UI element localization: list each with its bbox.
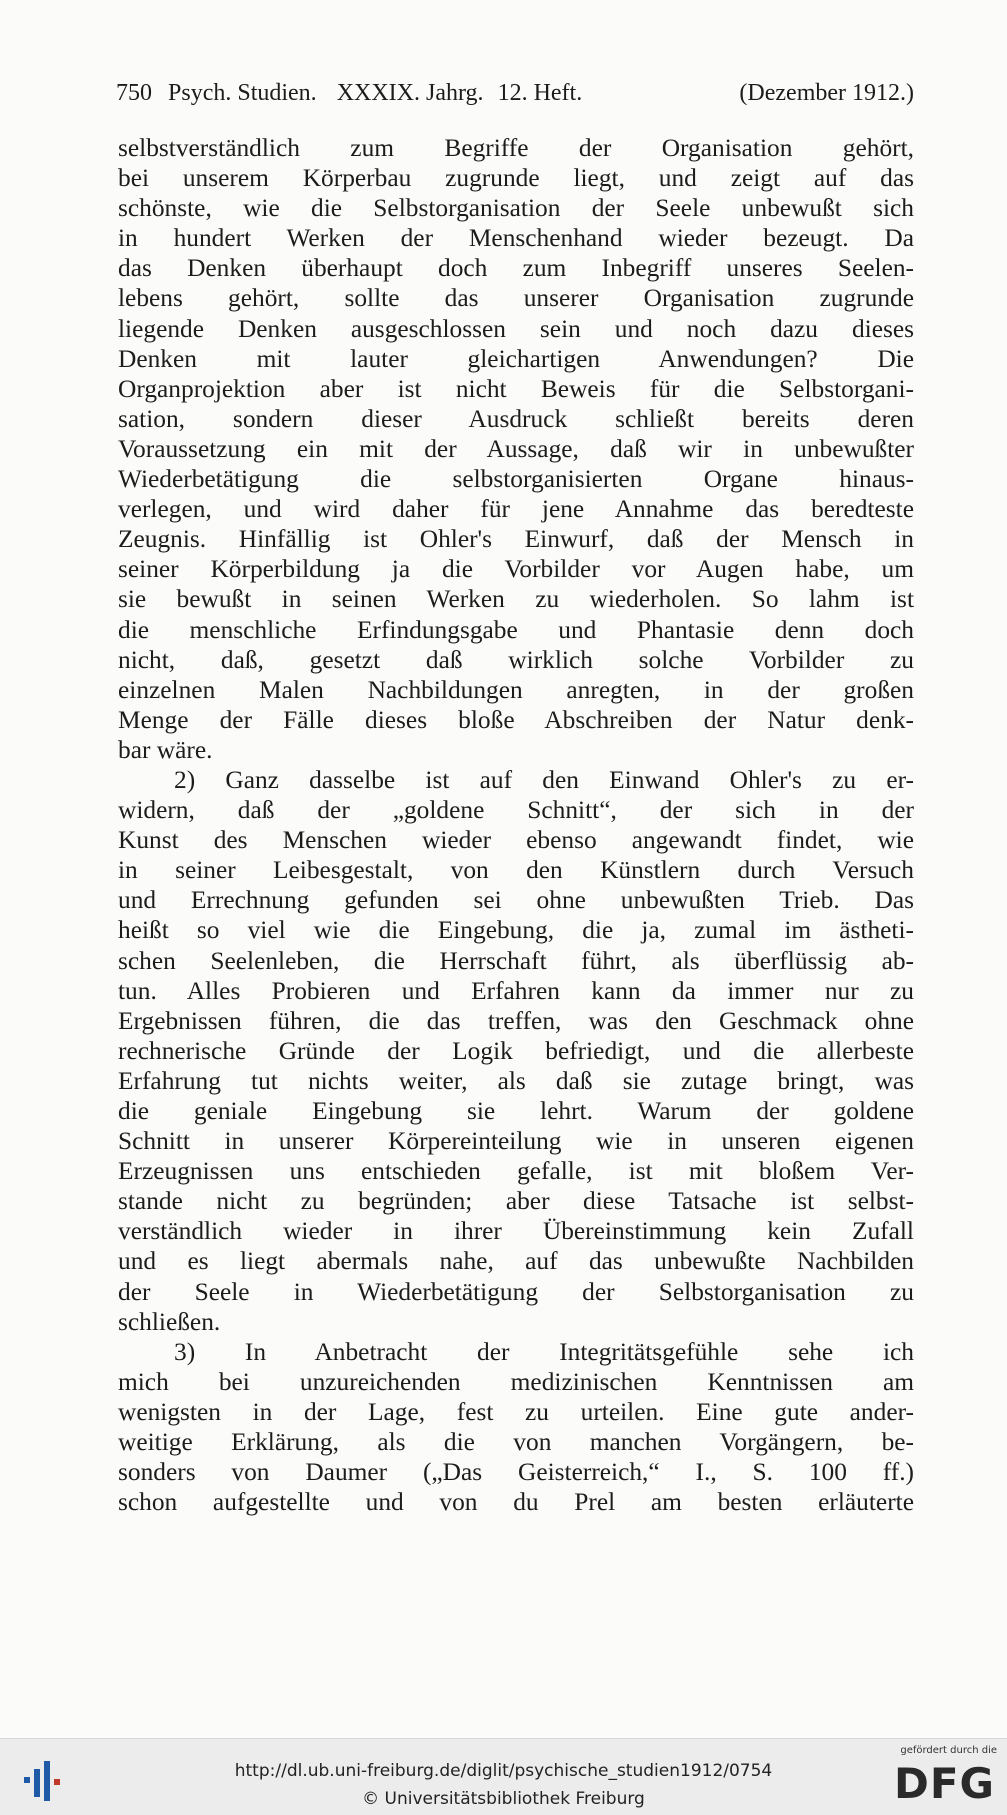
text-line: sation, sondern dieser Ausdruck schließt bereits deren bbox=[118, 404, 914, 433]
text-line: schen Seelenleben, die Herrschaft führt, als überflüssig ab- bbox=[118, 946, 914, 975]
text-line: Zeugnis. Hinfällig ist Ohler's Einwurf, daß der Mensch in bbox=[118, 525, 914, 554]
text-line: sie bewußt in seinen Werken zu wiederholen. So lahm ist bbox=[118, 585, 914, 614]
text-line: 2) Ganz dasselbe ist auf den Einwand Ohler's zu er- bbox=[174, 765, 914, 794]
text-line: schönste, wie die Selbstorganisation der Seele unbewußt sich bbox=[118, 194, 914, 223]
text-line: der Seele in Wiederbetätigung der Selbstorganisation zu bbox=[118, 1277, 914, 1306]
volume-label: XXXIX. Jahrg. bbox=[336, 80, 484, 106]
page-number: 750 bbox=[116, 80, 152, 106]
viewer-footer bbox=[0, 1738, 1007, 1815]
text-line: bei unserem Körperbau zugrunde liegt, und zeigt auf das bbox=[118, 164, 914, 193]
text-line: Wiederbetätigung die selbstorganisierten Organe hinaus- bbox=[118, 465, 914, 494]
text-line: die menschliche Erfindungsgabe und Phantasie denn doch bbox=[118, 615, 914, 644]
text-line: Schnitt in unserer Körpereinteilung wie in unseren eigenen bbox=[118, 1127, 914, 1156]
text-line: wenigsten in der Lage, fest zu urteilen. Eine gute ander- bbox=[118, 1397, 914, 1426]
text-line: Menge der Fälle dieses bloße Abschreiben der Natur denk- bbox=[118, 705, 914, 734]
issue-label: 12. Heft. bbox=[497, 80, 583, 106]
text-line: Ergebnissen führen, die das treffen, was den Geschmack ohne bbox=[118, 1006, 914, 1035]
dfg-logo bbox=[887, 1745, 997, 1811]
text-line: verlegen, und wird daher für jene Annahme das beredteste bbox=[118, 495, 914, 524]
text-line: und Errechnung gefunden sei ohne unbewußten Trieb. Das bbox=[118, 886, 914, 915]
text-line: heißt so viel wie die Eingebung, die ja, zumal im ästheti- bbox=[118, 916, 914, 945]
text-line: seiner Körperbildung ja die Vorbilder vor Augen habe, um bbox=[118, 555, 914, 584]
text-line: schon aufgestellte und von du Prel am besten erläuterte bbox=[118, 1488, 914, 1517]
text-line: die geniale Eingebung sie lehrt. Warum der goldene bbox=[118, 1097, 914, 1125]
text-line: sonders von Daumer („Das Geisterreich,“ I., S. 100 ff.) bbox=[118, 1458, 914, 1487]
text-line: Organprojektion aber ist nicht Beweis für die Selbstorgani- bbox=[118, 374, 914, 403]
text-line: widern, daß der „goldene Schnitt“, der sich in der bbox=[118, 796, 914, 825]
text-line: selbstverständlich zum Begriffe der Organisation gehört, bbox=[118, 134, 914, 162]
text-line: Voraussetzung ein mit der Aussage, daß wir in unbewußter bbox=[118, 434, 914, 463]
journal-title: Psych. Studien. bbox=[168, 80, 317, 106]
text-line: tun. Alles Probieren und Erfahren kann da immer nur zu bbox=[118, 976, 914, 1005]
issue-date: (Dezember 1912.) bbox=[739, 80, 914, 106]
text-line: stande nicht zu begründen; aber diese Tatsache ist selbst- bbox=[118, 1187, 914, 1216]
text-line: weitige Erklärung, als die von manchen Vorgängern, be- bbox=[118, 1428, 914, 1457]
text-line: Erzeugnissen uns entschieden gefalle, ist mit bloßem Ver- bbox=[118, 1157, 914, 1186]
text-line: einzelnen Malen Nachbildungen anregten, in der großen bbox=[118, 675, 914, 704]
text-line: mich bei unzureichenden medizinischen Kenntnissen am bbox=[118, 1367, 914, 1396]
text-line: rechnerische Gründe der Logik befriedigt, und die allerbeste bbox=[118, 1036, 914, 1065]
text-line: 3) In Anbetracht der Integritätsgefühle sehe ich bbox=[174, 1337, 914, 1366]
text-line: das Denken überhaupt doch zum Inbegriff unseres Seelen- bbox=[118, 254, 914, 283]
text-line: schließen. bbox=[118, 1307, 221, 1336]
text-line: Kunst des Menschen wieder ebenso angewandt findet, wie bbox=[118, 826, 914, 855]
text-line: bar wäre. bbox=[118, 735, 213, 764]
document-url-link[interactable]: http://dl.ub.uni-freiburg.de/diglit/psychische_studien1912/0754 bbox=[234, 1761, 773, 1781]
text-line: Erfahrung tut nichts weiter, als daß sie zutage bringt, was bbox=[118, 1066, 914, 1095]
running-header bbox=[116, 80, 914, 107]
dfg-funded-by-label: gefördert durch die bbox=[900, 1745, 997, 1756]
text-line: verständlich wieder in ihrer Übereinstimmung kein Zufall bbox=[118, 1217, 914, 1246]
text-line: in hundert Werken der Menschenhand wieder bezeugt. Da bbox=[118, 224, 914, 253]
text-line: lebens gehört, sollte das unserer Organisation zugrunde bbox=[118, 284, 914, 313]
dfg-wordmark: DFG bbox=[893, 1759, 995, 1808]
text-line: liegende Denken ausgeschlossen sein und noch dazu dieses bbox=[118, 314, 914, 343]
text-line: Denken mit lauter gleichartigen Anwendungen? Die bbox=[118, 344, 914, 373]
text-line: nicht, daß, gesetzt daß wirklich solche Vorbilder zu bbox=[118, 645, 914, 674]
copyright-notice: © Universitätsbibliothek Freiburg bbox=[362, 1789, 645, 1809]
body-text bbox=[118, 133, 914, 1517]
text-line: und es liegt abermals nahe, auf das unbewußte Nachbilden bbox=[118, 1247, 914, 1276]
text-line: in seiner Leibesgestalt, von den Künstlern durch Versuch bbox=[118, 856, 914, 885]
